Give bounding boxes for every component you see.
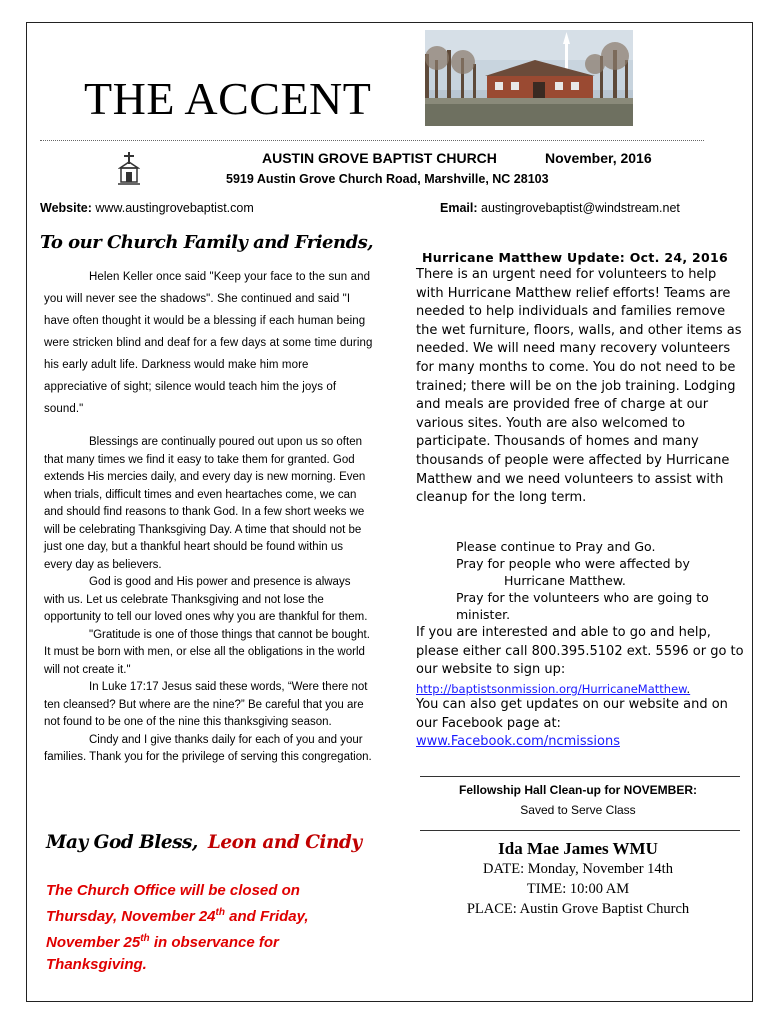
website-label: Website:	[40, 201, 92, 215]
section-divider	[420, 776, 740, 777]
letter-greeting: To our Church Family and Friends,	[40, 232, 374, 253]
letter-paragraph: Blessings are continually poured out upon us so often that many times we find it easy to take them for granted. God extends His mercies daily, and every day is new morning. Even when trials, difficult times and even heartaches come, we can and should find reasons to thank God. In a few short weeks we will be celebrating Thanksgiving Day. A time that should not be just one day, but a thankful heart should be found within us every day as believers.	[44, 436, 366, 571]
notice-line: November 25th in observance for	[46, 933, 279, 951]
prayer-list	[456, 538, 756, 623]
notice-line: Thanksgiving.	[46, 956, 147, 973]
letter-paragraph: "Gratitude is one of those things that cannot be bought. It must be born with men, or else all the obligations in the world will not create it."	[44, 628, 370, 676]
prayer-item-continued: minister.	[456, 607, 511, 622]
help-instructions: If you are interested and able to go and help, please either call 800.395.5102 ext. 5596 or go to our website to sign up:	[416, 625, 744, 678]
wmu-place: PLACE: Austin Grove Baptist Church	[466, 901, 690, 917]
email-label: Email:	[440, 201, 478, 215]
church-name: AUSTIN GROVE BAPTIST CHURCH	[262, 150, 497, 166]
updates-text: You can also get updates on our website and on our Facebook page at: www.Facebook.com/ncmissions	[416, 697, 728, 750]
letter-paragraph: God is good and His power and presence is always with us. Let us celebrate Thanksgiving and not lose the opportunity to tell our loved ones why you are thankful for them.	[44, 576, 368, 623]
notice-line: Thursday, November 24th and Friday,	[46, 907, 309, 925]
wmu-date: DATE: Monday, November 14th	[483, 861, 673, 877]
wmu-time: TIME: 10:00 AM	[526, 881, 630, 897]
hurricane-body: There is an urgent need for volunteers to help with Hurricane Matthew relief efforts! Teams are needed to help individuals and families remove the wet furniture, floors, walls, and other items as needed. We will need many recovery volunteers for many months to come. You do not need to be trained; there will be on the job training. Lodging and meals are provided free of charge at our various sites. Youth are also welcomed to participate. Thousands of homes and many thousands of people were affected by Hurricane Matthew and we need volunteers to assist with cleanup for the long term.	[416, 267, 742, 506]
letter-signature	[46, 832, 362, 853]
fellowship-class: Saved to Serve Class	[520, 803, 636, 817]
office-closed-notice	[46, 880, 346, 976]
email-line	[440, 201, 680, 215]
notice-line: The Church Office will be closed on	[46, 882, 300, 899]
letter-paragraph: Cindy and I give thanks daily for each of you and your families. Thank you for the privilege of serving this congregation.	[44, 733, 372, 763]
letter-paragraph: In Luke 17:17 Jesus said these words, “Were there not ten cleansed? But where are the nine?” Be careful that you are not found to be one of the nine this thanksgiving season.	[44, 681, 368, 728]
prayer-item: Please continue to Pray and Go.	[456, 539, 656, 554]
prayer-item: Pray for the volunteers who are going to	[456, 590, 709, 605]
prayer-item: Pray for people who were affected by	[456, 556, 690, 571]
header-divider	[40, 140, 704, 141]
signup-link-line: http://baptistsonmission.org/HurricaneMatthew.	[416, 682, 691, 696]
letter-paragraph: Helen Keller once said "Keep your face to the sun and you will never see the shadows". She continued and said "I have often thought it would be a blessing if each human being were stricken blind and deaf for a few days at some time during his early adult life. Darkness would make him more appreciative of sight; silence would teach him the joys of sound."	[44, 271, 373, 415]
website-line	[40, 201, 254, 215]
signature-names: Leon and Cindy	[207, 832, 362, 853]
prayer-item-continued: Hurricane Matthew.	[504, 573, 626, 588]
email-link[interactable]: austingrovebaptist@windstream.net	[481, 201, 680, 215]
section-divider	[420, 830, 740, 831]
wmu-title: Ida Mae James WMU	[498, 839, 658, 858]
church-photo	[425, 30, 633, 126]
newsletter-title: THE ACCENT	[84, 73, 372, 124]
fellowship-title: Fellowship Hall Clean-up for NOVEMBER:	[458, 783, 697, 797]
website-link[interactable]: www.austingrovebaptist.com	[95, 201, 254, 215]
facebook-link[interactable]: www.Facebook.com/ncmissions	[416, 734, 620, 750]
pastor-letter	[44, 266, 374, 767]
church-address: 5919 Austin Grove Church Road, Marshville, NC 28103	[226, 172, 549, 186]
hurricane-heading: Hurricane Matthew Update: Oct. 24, 2016	[422, 250, 729, 265]
signup-link[interactable]: http://baptistsonmission.org/HurricaneMatthew	[416, 682, 687, 696]
issue-date: November, 2016	[545, 150, 652, 166]
church-logo-icon	[118, 152, 140, 188]
signature-blessing: May God Bless,	[46, 832, 198, 853]
